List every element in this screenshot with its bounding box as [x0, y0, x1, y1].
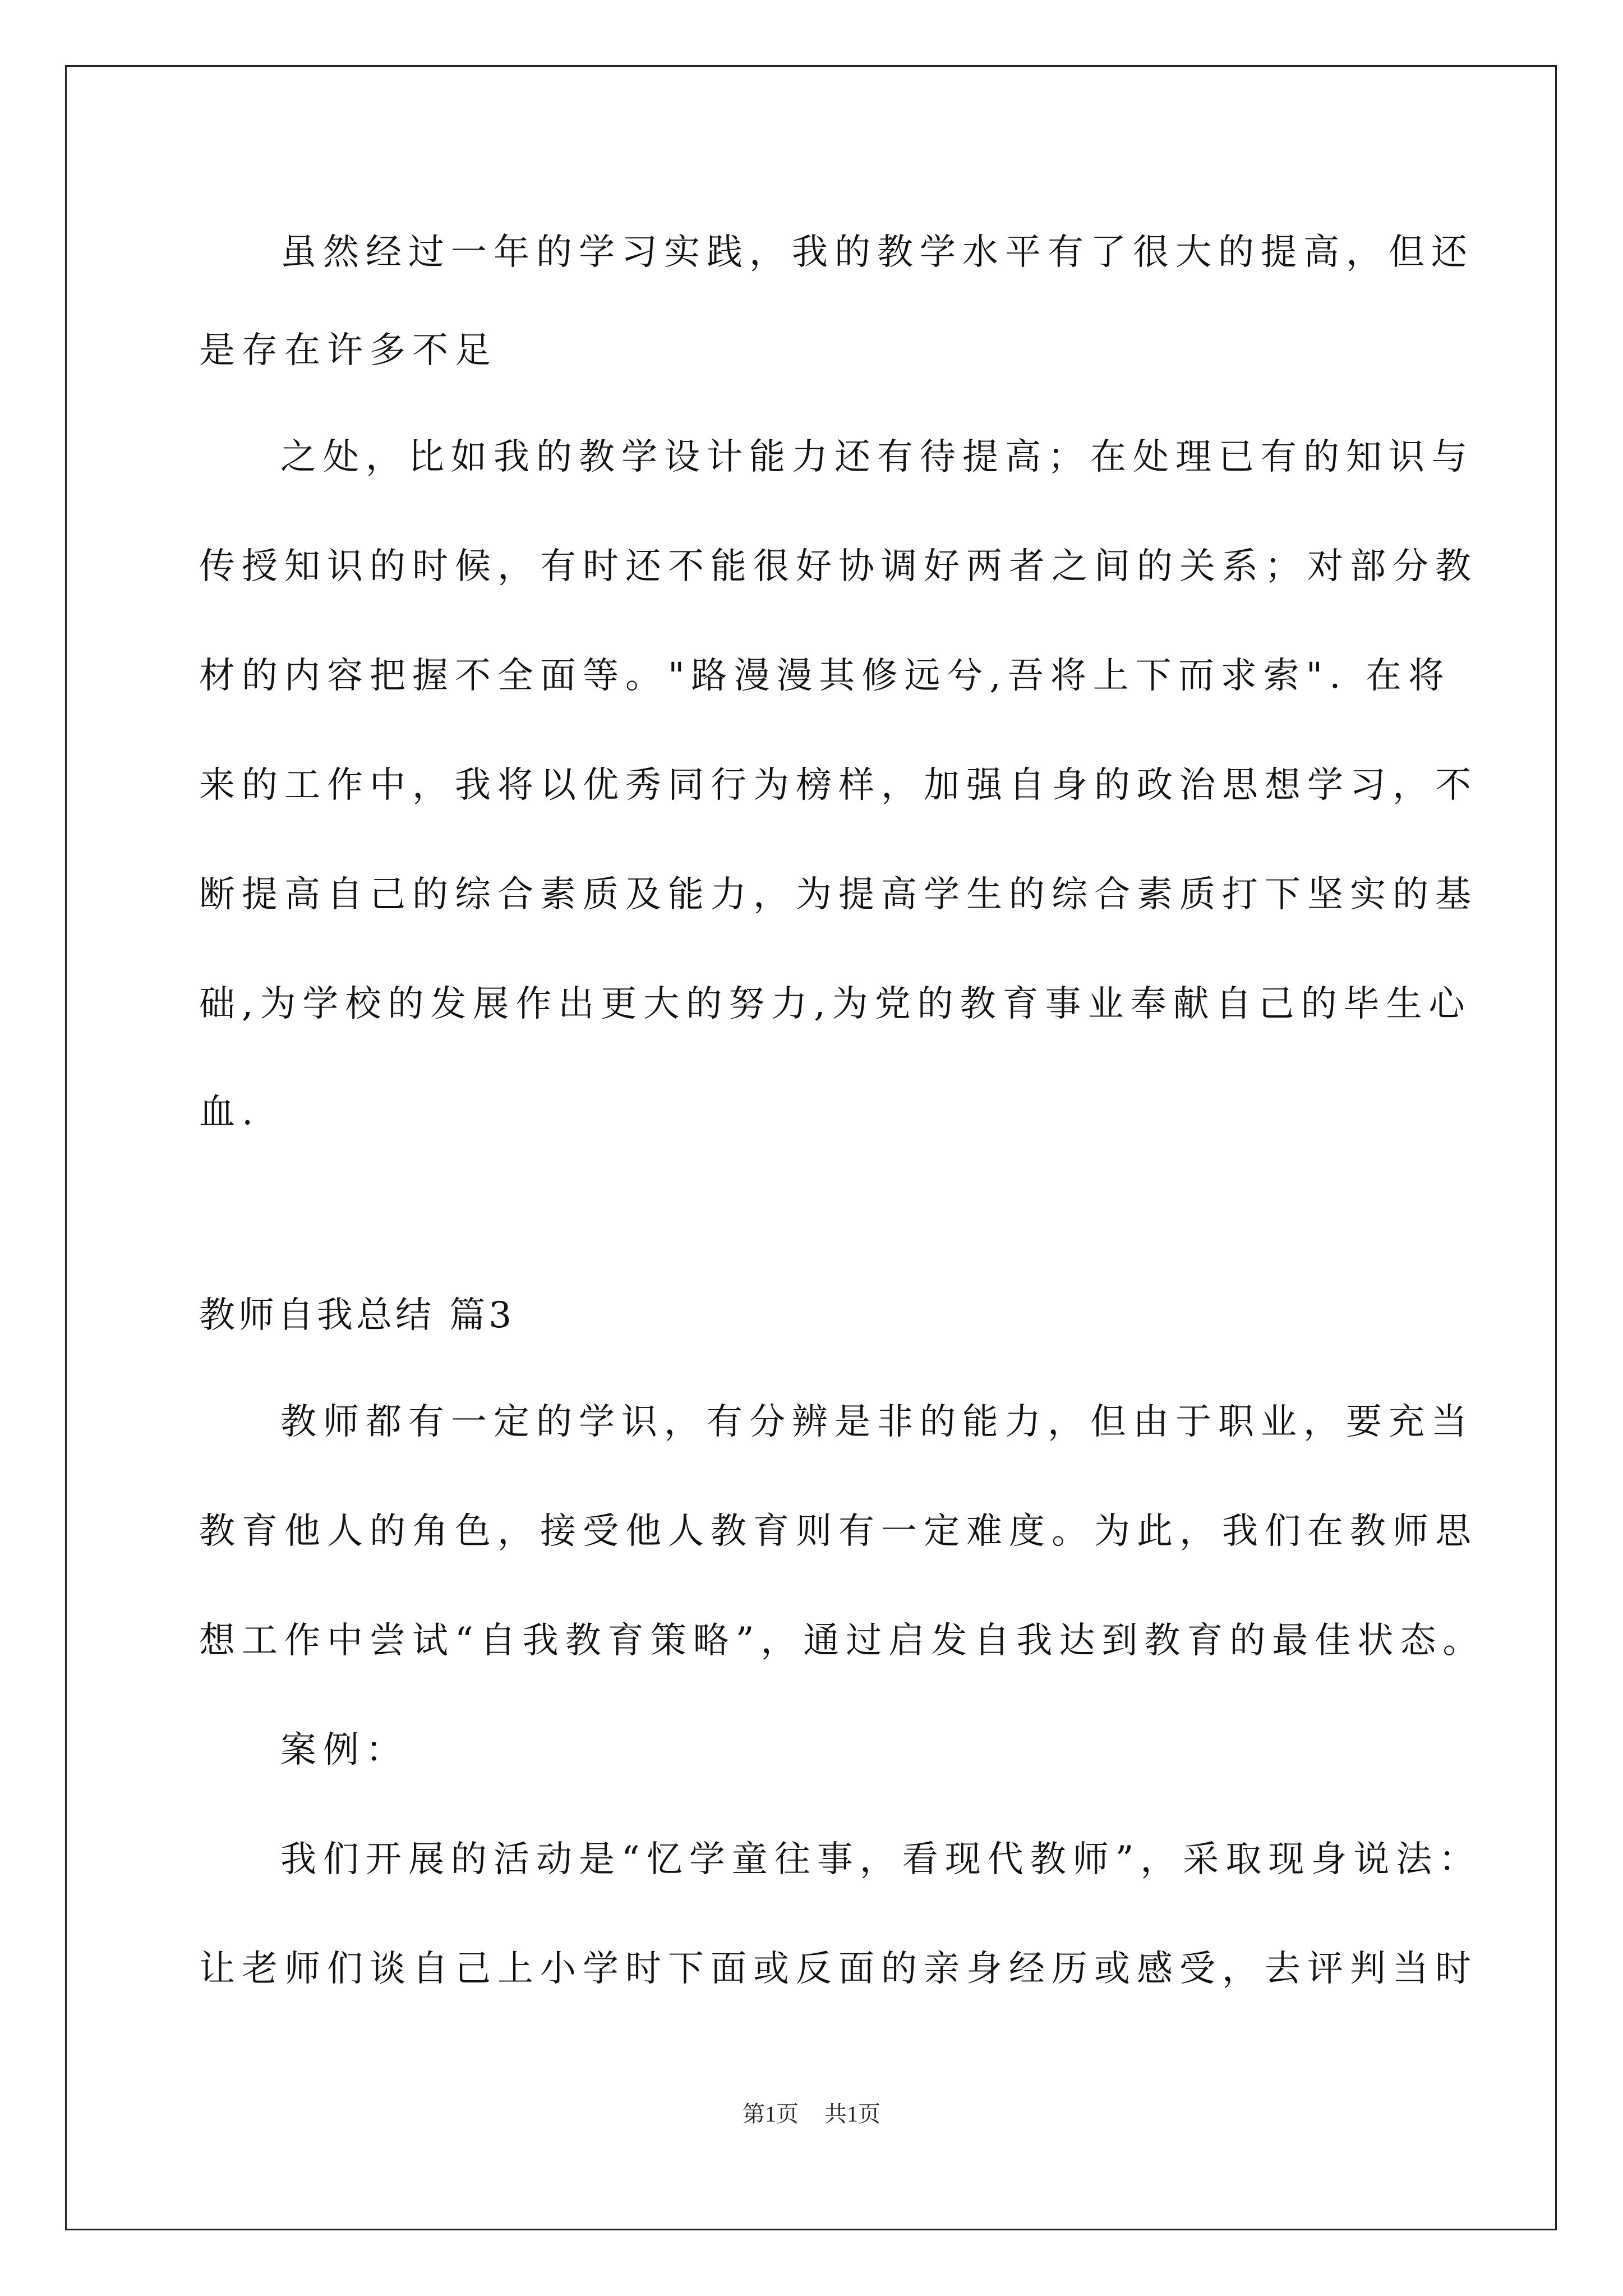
paragraph-line: 是存在许多不足 — [199, 330, 497, 371]
paragraph-line: 材的内容把握不全面等。"路漫漫其修远兮,吾将上下而求索". 在将 — [199, 655, 1451, 697]
paragraph-line: 让老师们谈自己上小学时下面或反面的亲身经历或感受，去评判当时 — [199, 1948, 1478, 1990]
paragraph-line: 来的工作中，我将以优秀同行为榜样，加强自身的政治思想学习，不 — [199, 765, 1478, 806]
paragraph-line: 案例： — [280, 1729, 408, 1771]
paragraph-line: 血. — [199, 1092, 260, 1133]
page-number: 第1页 — [743, 2101, 799, 2127]
paragraph-line: 虽然经过一年的学习实践，我的教学水平有了很大的提高，但还 — [280, 232, 1474, 273]
paragraph-line: 础,为学校的发展作出更大的努力,为党的教育事业奉献自己的毕生心 — [199, 983, 1472, 1025]
page-footer — [0, 2100, 1623, 2128]
paragraph-line: 教育他人的角色，接受他人教育则有一定难度。为此，我们在教师思 — [199, 1511, 1478, 1552]
paragraph-line: 教师都有一定的学识，有分辨是非的能力，但由于职业，要充当 — [280, 1401, 1474, 1443]
paragraph-line: 断提高自己的综合素质及能力，为提高学生的综合素质打下坚实的基 — [199, 874, 1478, 915]
paragraph-line: 我们开展的活动是“忆学童往事，看现代教师”，采取现身说法： — [280, 1839, 1482, 1880]
page-frame — [65, 65, 1557, 2230]
paragraph-line: 想工作中尝试“自我教育策略”，通过启发自我达到教育的最佳状态。 — [199, 1620, 1486, 1662]
total-pages: 共1页 — [824, 2101, 880, 2127]
paragraph-line: 传授知识的时候，有时还不能很好协调好两者之间的关系；对部分教 — [199, 546, 1478, 587]
section-heading: 教师自我总结 篇3 — [199, 1295, 515, 1336]
paragraph-line: 之处，比如我的教学设计能力还有待提高；在处理已有的知识与 — [280, 436, 1474, 478]
